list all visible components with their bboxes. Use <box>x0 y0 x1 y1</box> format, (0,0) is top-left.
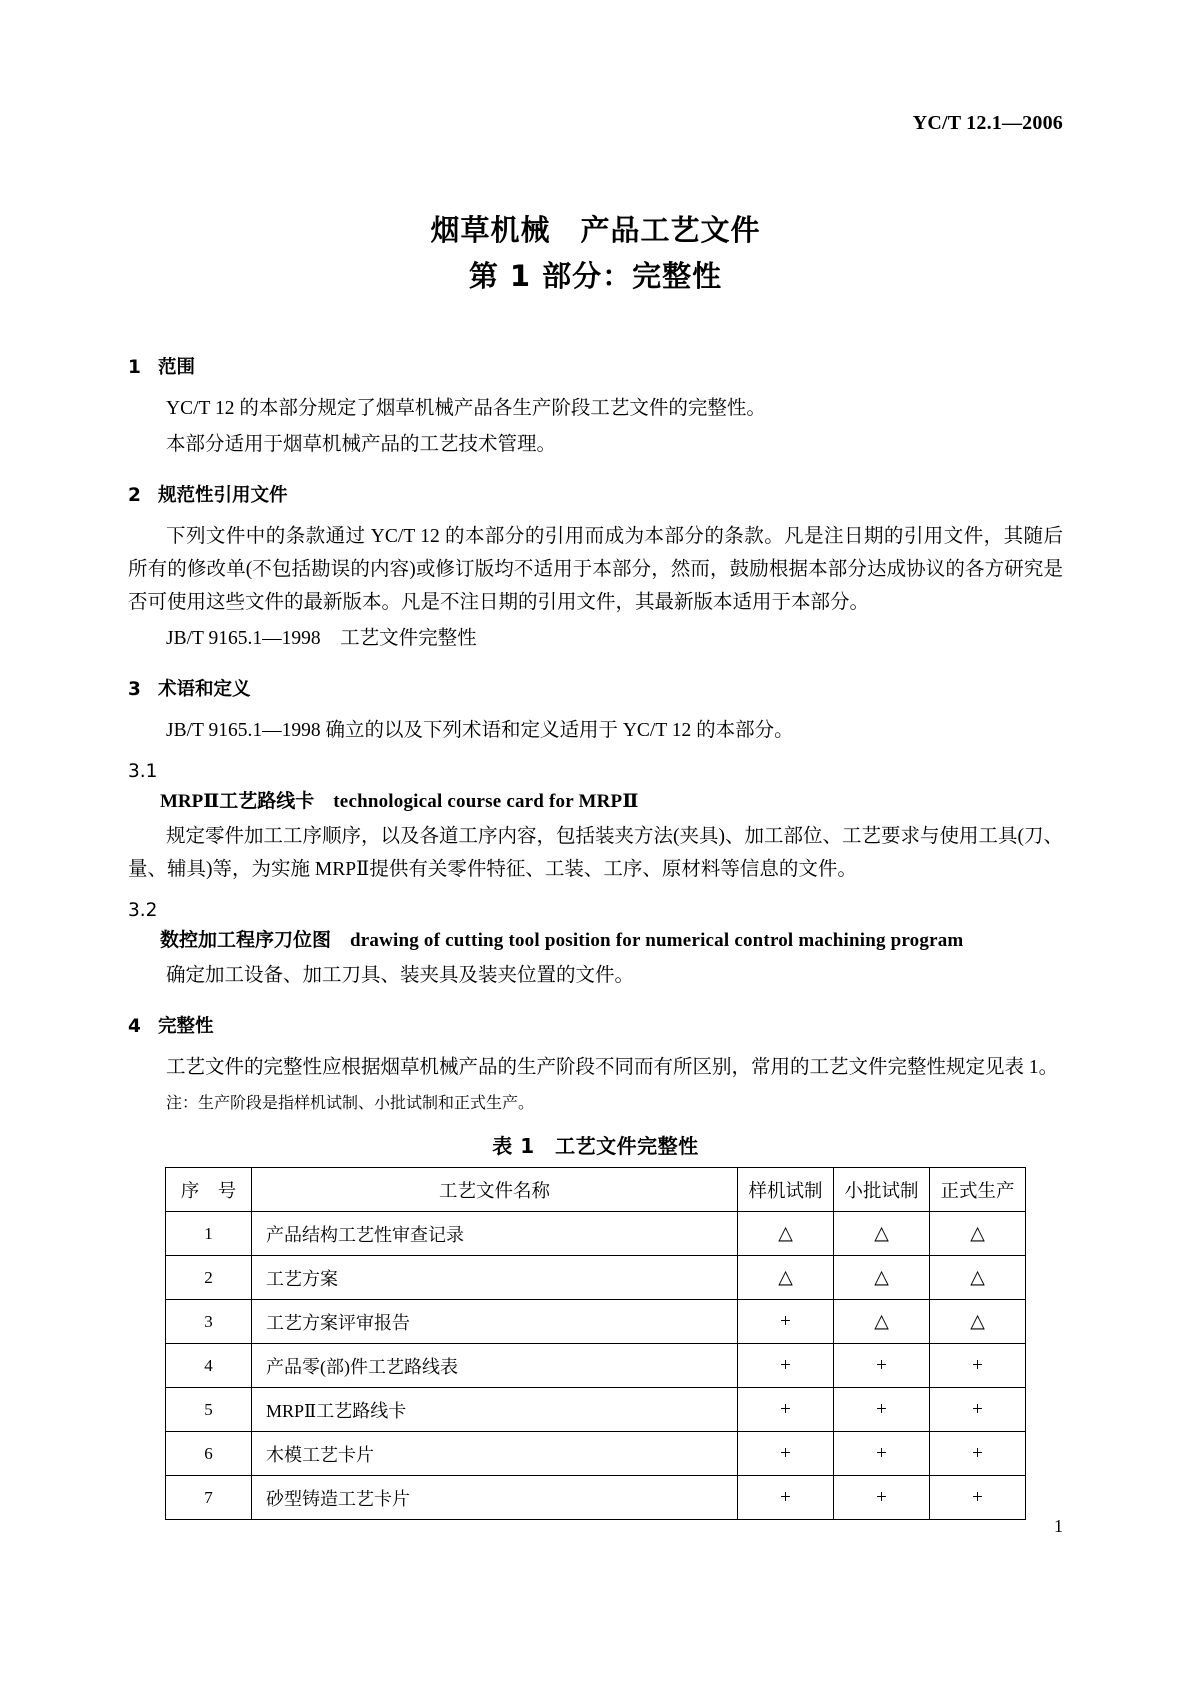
normative-reference-item: JB/T 9165.1—1998 工艺文件完整性 <box>166 628 477 649</box>
cell-formal-production: △ <box>930 1300 1026 1344</box>
cell-index: 7 <box>166 1476 252 1520</box>
cell-prototype-trial: △ <box>738 1256 834 1300</box>
document-title-main: 烟草机械 产品工艺文件 <box>430 213 761 247</box>
cell-small-batch-trial: △ <box>834 1256 930 1300</box>
cell-index: 6 <box>166 1432 252 1476</box>
cell-index: 4 <box>166 1344 252 1388</box>
column-header-document-name: 工艺文件名称 <box>252 1168 738 1212</box>
process-document-completeness-table <box>165 1167 1026 1520</box>
clause-number-3-2: 3.2 <box>128 900 158 921</box>
column-header-formal-production: 正式生产 <box>930 1168 1026 1212</box>
section-number-4: 4 <box>128 1016 141 1037</box>
section-4-paragraph-1: 工艺文件的完整性应根据烟草机械产品的生产阶段不同而有所区别，常用的工艺文件完整性规定见表 1。 <box>166 1057 1059 1078</box>
cell-small-batch-trial: + <box>834 1432 930 1476</box>
table-body <box>166 1212 1026 1520</box>
cell-index: 3 <box>166 1300 252 1344</box>
cell-prototype-trial: + <box>738 1432 834 1476</box>
cell-small-batch-trial: △ <box>834 1300 930 1344</box>
cell-document-name: 产品结构工艺性审查记录 <box>252 1212 738 1256</box>
section-title-3: 术语和定义 <box>158 679 251 700</box>
section-heading-2 <box>128 483 1063 509</box>
cell-document-name: 砂型铸造工艺卡片 <box>252 1476 738 1520</box>
table-row <box>166 1300 1026 1344</box>
cell-formal-production: + <box>930 1388 1026 1432</box>
cell-prototype-trial: + <box>738 1388 834 1432</box>
table-row <box>166 1476 1026 1520</box>
section-heading-4 <box>128 1014 1063 1040</box>
column-header-index: 序 号 <box>166 1168 252 1212</box>
table-row <box>166 1432 1026 1476</box>
section-1-paragraph-1: YC/T 12 的本部分规定了烟草机械产品各生产阶段工艺文件的完整性。 <box>166 398 766 419</box>
cell-document-name: 工艺方案 <box>252 1256 738 1300</box>
table-row <box>166 1212 1026 1256</box>
section-4-note: 注：生产阶段是指样机试制、小批试制和正式生产。 <box>166 1095 535 1112</box>
running-header-standard-code: YC/T 12.1—2006 <box>912 112 1063 134</box>
cell-formal-production: + <box>930 1344 1026 1388</box>
section-title-4: 完整性 <box>158 1016 214 1037</box>
cell-document-name: 木模工艺卡片 <box>252 1432 738 1476</box>
section-2-paragraph-1: 下列文件中的条款通过 YC/T 12 的本部分的引用而成为本部分的条款。凡是注日期的引用文件，其随后所有的修改单(不包括勘误的内容)或修订版均不适用于本部分，然而，鼓励根据本部分达成协议的各方研究是否可使用这些文件的最新版本。凡是不注日期的引用文件，其最新版本适用于本部分。 <box>128 526 1063 613</box>
section-number-1: 1 <box>128 357 141 378</box>
cell-document-name: MRPⅡ工艺路线卡 <box>252 1388 738 1432</box>
cell-document-name: 工艺方案评审报告 <box>252 1300 738 1344</box>
document-body <box>128 355 1063 1520</box>
cell-formal-production: △ <box>930 1212 1026 1256</box>
term-entry-3-2 <box>160 926 1063 956</box>
cell-prototype-trial: △ <box>738 1212 834 1256</box>
document-title-subtitle: 第 1 部分：完整性 <box>468 259 723 293</box>
section-heading-1 <box>128 355 1063 381</box>
section-number-3: 3 <box>128 679 141 700</box>
cell-small-batch-trial: + <box>834 1344 930 1388</box>
term-english-3-1: technological course card for MRPⅡ <box>333 791 639 812</box>
cell-formal-production: + <box>930 1476 1026 1520</box>
section-1-paragraph-2: 本部分适用于烟草机械产品的工艺技术管理。 <box>166 434 557 455</box>
cell-formal-production: △ <box>930 1256 1026 1300</box>
term-definition-3-2: 确定加工设备、加工刀具、装夹具及装夹位置的文件。 <box>166 965 635 986</box>
cell-index: 5 <box>166 1388 252 1432</box>
term-definition-3-1: 规定零件加工工序顺序，以及各道工序内容，包括装夹方法(夹具)、加工部位、工艺要求与使用工具(刀、量、辅具)等，为实施 MRPⅡ提供有关零件特征、工装、工序、原材料等信息的文件。 <box>128 826 1063 880</box>
cell-prototype-trial: + <box>738 1344 834 1388</box>
term-chinese-3-2: 数控加工程序刀位图 <box>160 930 332 951</box>
term-chinese-3-1: MRPⅡ工艺路线卡 <box>160 791 315 812</box>
cell-small-batch-trial: + <box>834 1388 930 1432</box>
table-caption: 表 1 工艺文件完整性 <box>492 1134 699 1158</box>
table-row <box>166 1388 1026 1432</box>
section-title-2: 规范性引用文件 <box>158 485 288 506</box>
section-heading-3 <box>128 677 1063 703</box>
table-row <box>166 1256 1026 1300</box>
cell-prototype-trial: + <box>738 1476 834 1520</box>
document-title-block <box>0 207 1191 299</box>
section-number-2: 2 <box>128 485 141 506</box>
section-3-paragraph-1: JB/T 9165.1—1998 确立的以及下列术语和定义适用于 YC/T 12 的本部分。 <box>166 720 794 741</box>
cell-small-batch-trial: + <box>834 1476 930 1520</box>
term-english-3-2: drawing of cutting tool position for numerical control machining program <box>350 930 964 951</box>
cell-prototype-trial: + <box>738 1300 834 1344</box>
cell-formal-production: + <box>930 1432 1026 1476</box>
clause-number-3-1: 3.1 <box>128 761 158 782</box>
section-title-1: 范围 <box>158 357 196 378</box>
cell-document-name: 产品零(部)件工艺路线表 <box>252 1344 738 1388</box>
page-number: 1 <box>1054 1516 1063 1536</box>
column-header-small-batch-trial: 小批试制 <box>834 1168 930 1212</box>
term-entry-3-1 <box>160 787 1063 817</box>
cell-index: 2 <box>166 1256 252 1300</box>
table-row <box>166 1344 1026 1388</box>
table-header-row <box>166 1168 1026 1212</box>
column-header-prototype-trial: 样机试制 <box>738 1168 834 1212</box>
cell-index: 1 <box>166 1212 252 1256</box>
cell-small-batch-trial: △ <box>834 1212 930 1256</box>
